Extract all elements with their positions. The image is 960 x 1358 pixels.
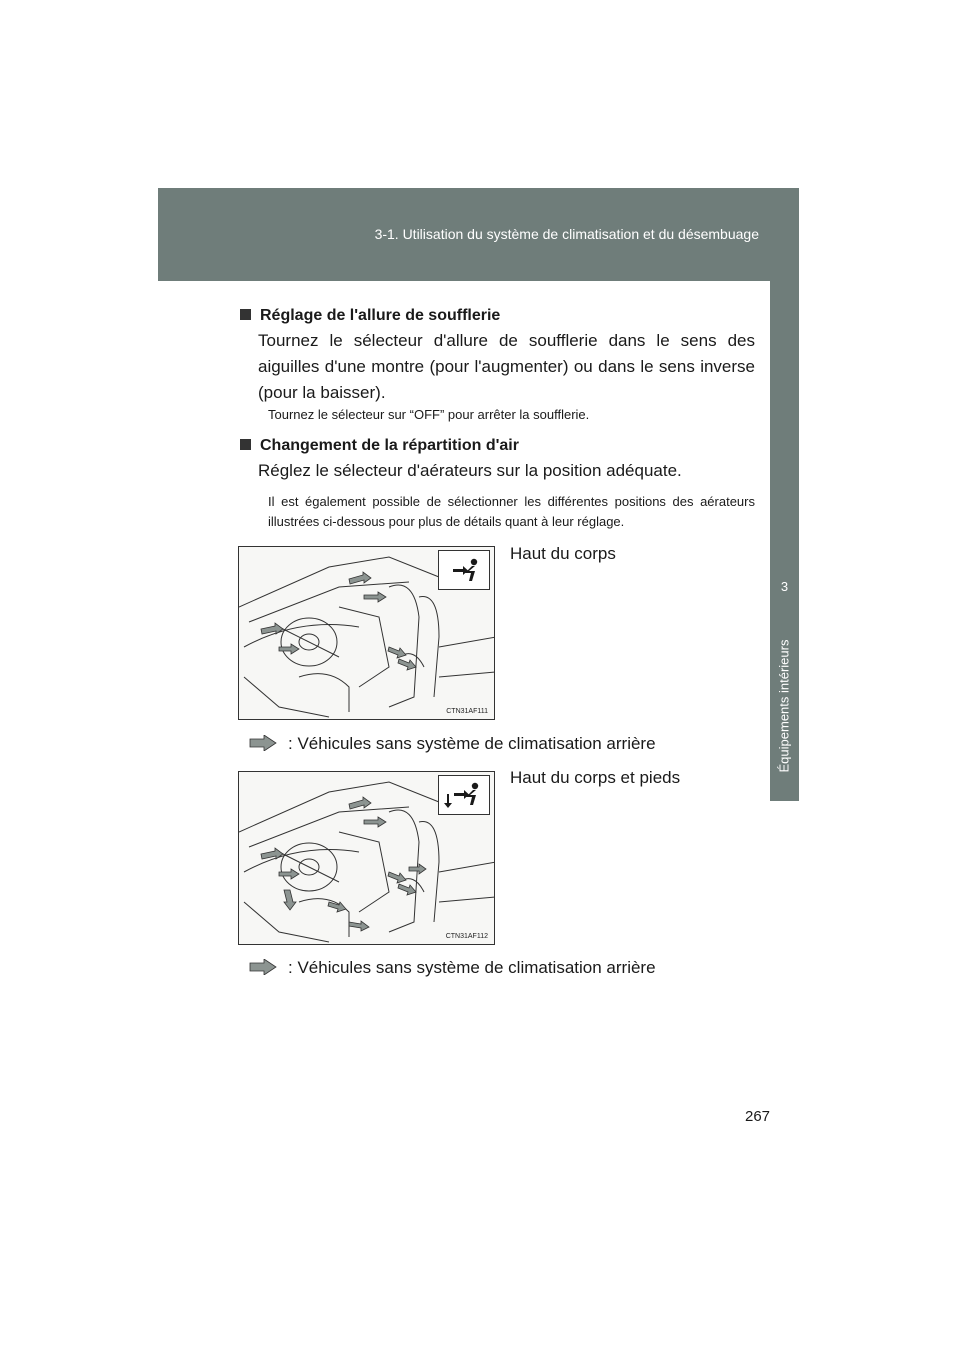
square-bullet-icon (240, 439, 251, 450)
note-text: Tournez le sélecteur sur “OFF” pour arrêter la soufflerie. (268, 407, 590, 422)
arrow-right-icon (249, 735, 277, 751)
section-title: 3-1. Utilisation du système de climatisation et du désembuage (374, 226, 759, 242)
chapter-header (158, 188, 799, 281)
section-heading-air-distribution (240, 435, 519, 457)
arrow-right-icon (249, 959, 277, 975)
heading-text: Réglage de l'allure de soufflerie (260, 307, 501, 324)
page-number: 267 (745, 1108, 771, 1125)
section-heading-fan-speed (240, 305, 500, 327)
heading-text: Changement de la répartition d'air (260, 437, 519, 454)
vent-mode-inset (438, 775, 490, 815)
upper-body-feet-vent-icon (439, 776, 489, 814)
square-bullet-icon (240, 309, 251, 320)
vent-illustration-upper-body-feet (238, 771, 495, 945)
paragraph: Réglez le sélecteur d'aérateurs sur la position adéquate. (258, 461, 682, 480)
chapter-number: 3 (780, 579, 789, 594)
figure-code: CTN31AF112 (445, 933, 488, 940)
figure-note (249, 733, 656, 755)
chapter-label: Équipements intérieurs (776, 639, 792, 773)
upper-body-vent-icon (439, 551, 489, 589)
note-label: : Véhicules sans système de climatisation arrière (288, 734, 656, 753)
chapter-side-tab[interactable] (770, 281, 799, 801)
vent-illustration-upper-body (238, 546, 495, 720)
note-label: : Véhicules sans système de climatisation arrière (288, 958, 656, 977)
paragraph: Tournez le sélecteur d'allure de soufflerie dans le sens des aiguilles d'une montre (pour l'augmenter) ou dans le sens inverse (pour la baisser). (258, 331, 755, 402)
figure-note (249, 957, 656, 979)
figure-caption: Haut du corps (510, 544, 616, 563)
note-text: Il est également possible de sélectionner les différentes positions des aérateurs illustrées ci-dessous pour plus de détails quant à leur réglage. (268, 494, 755, 529)
figure-caption: Haut du corps et pieds (510, 768, 681, 787)
vent-mode-inset (438, 550, 490, 590)
figure-code: CTN31AF111 (446, 708, 488, 715)
